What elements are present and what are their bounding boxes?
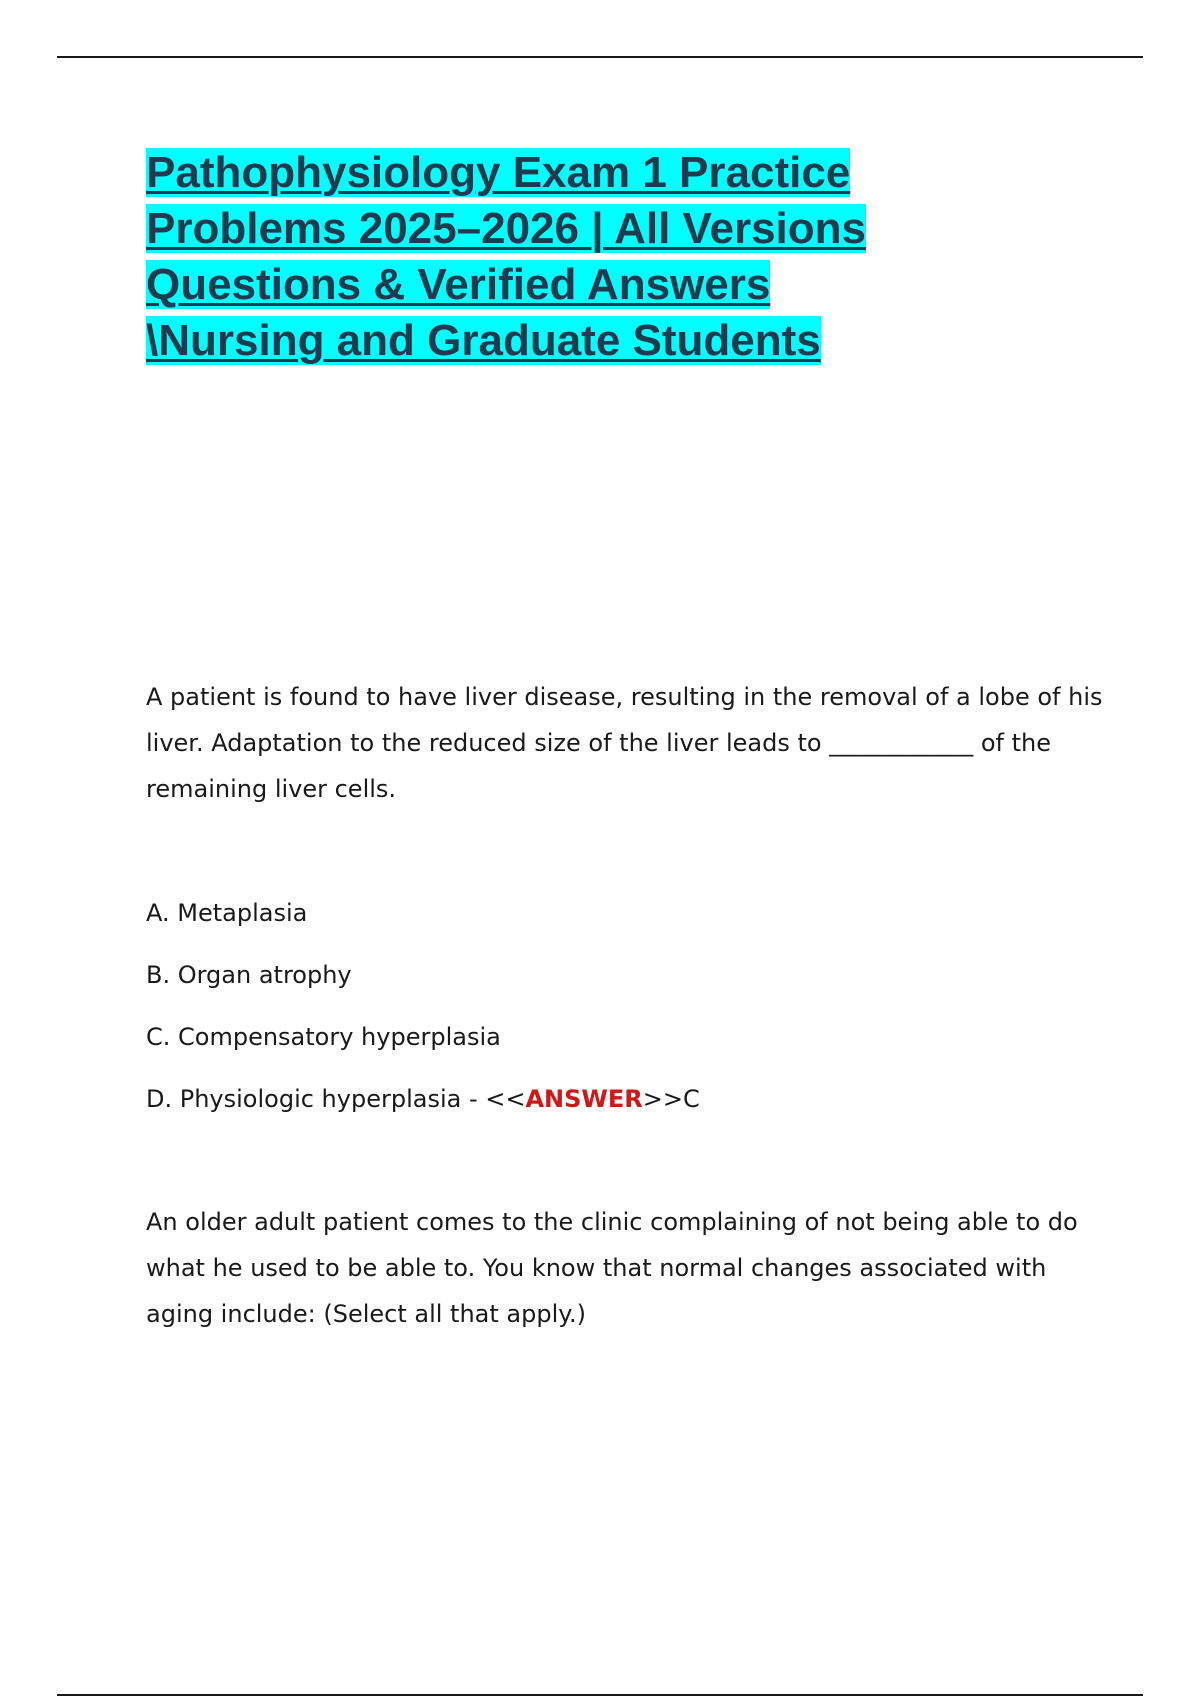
question-2-text: An older adult patient comes to the clinic complaining of not being able to do what he used to be able to. You know that normal changes associated with aging include: (Select all that apply.)	[146, 1208, 1078, 1328]
option-b: B. Organ atrophy	[146, 961, 352, 989]
answer-value: >>C	[642, 1085, 700, 1113]
title-line-4: \Nursing and Graduate Students	[146, 316, 821, 365]
title-line-1: Pathophysiology Exam 1 Practice	[146, 148, 851, 197]
option-d	[146, 1076, 1106, 1138]
document-title	[146, 145, 1146, 369]
answer-marker: ANSWER	[525, 1085, 643, 1113]
option-d-label: D. Physiologic hyperplasia - <<	[146, 1085, 526, 1113]
question-1-options	[146, 890, 1106, 1138]
title-line-3: Questions & Verified Answers	[146, 260, 771, 309]
title-line-2: Problems 2025–2026 | All Versions	[146, 204, 866, 253]
option-c: C. Compensatory hyperplasia	[146, 1023, 501, 1051]
bottom-divider	[57, 1694, 1143, 1696]
top-divider	[57, 56, 1143, 58]
question-1-text: A patient is found to have liver disease, resulting in the removal of a lobe of his liver. Adaptation to the reduced size of the liver leads to ____________ of the remaining liver cells.	[146, 683, 1103, 803]
option-a: A. Metaplasia	[146, 899, 308, 927]
